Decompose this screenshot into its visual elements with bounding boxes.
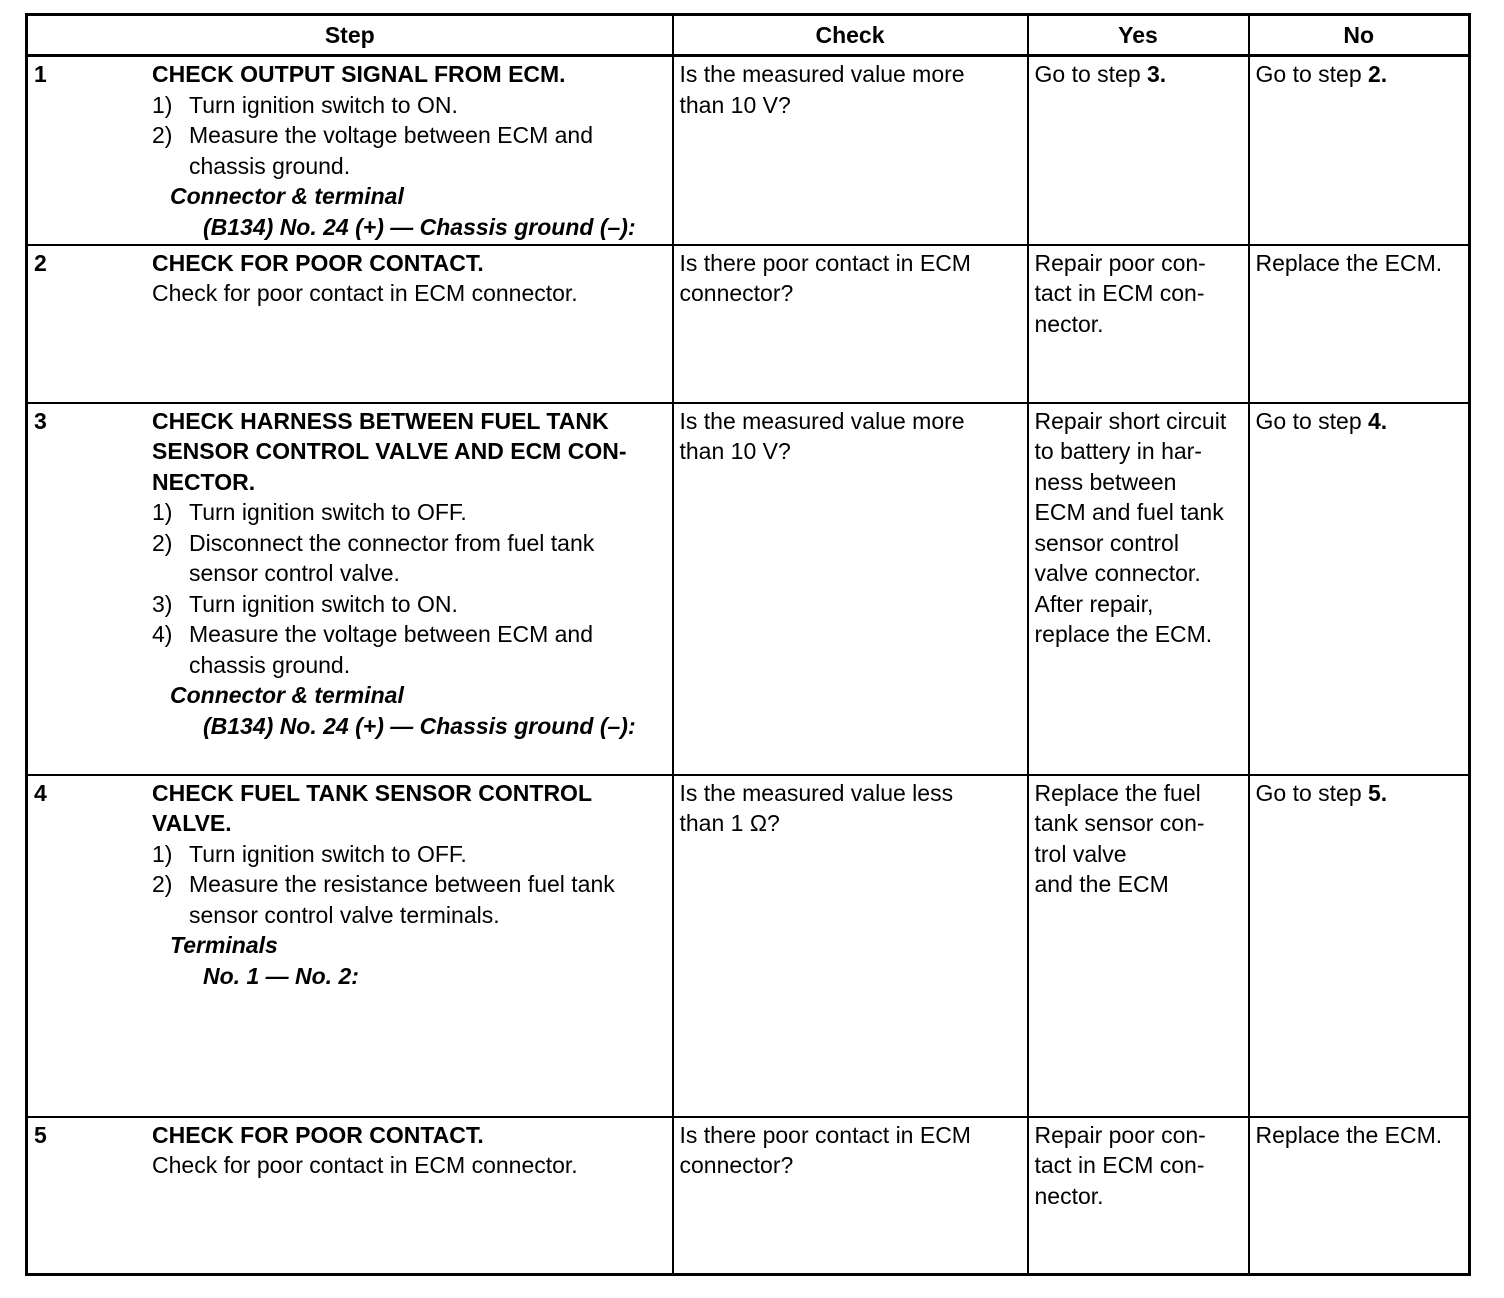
check-cell: Is there poor contact in ECM connector? [673, 245, 1028, 403]
no-cell: Replace the ECM. [1249, 245, 1470, 403]
table-row-step-1 [27, 56, 1470, 245]
step-cell [27, 56, 673, 245]
step-number: 4 [34, 779, 47, 806]
procedure-item: 3) Turn ignition switch to ON. [152, 590, 458, 617]
yes-cell: Replace the fuel tank sensor con- trol valve and the ECM [1028, 775, 1249, 1117]
header-yes: Yes [1028, 15, 1249, 56]
procedure-item: 1) Turn ignition switch to OFF. [152, 840, 467, 867]
connector-label: Connector & terminal [170, 682, 404, 708]
check-cell: Is the measured value less than 1 Ω? [673, 775, 1028, 1117]
terminals-label: Terminals [170, 932, 278, 958]
diagnostic-table [25, 13, 1471, 1276]
step-text: Check for poor contact in ECM connector. [152, 1152, 578, 1178]
no-cell: Replace the ECM. [1249, 1117, 1470, 1275]
table-row-step-5 [27, 1117, 1470, 1275]
header-check: Check [673, 15, 1028, 56]
connector-value: (B134) No. 24 (+) — Chassis ground (–): [203, 712, 636, 739]
step-title: CHECK FOR POOR CONTACT. [152, 249, 484, 276]
procedure-item: 1) Turn ignition switch to OFF. [152, 499, 467, 525]
no-cell: Go to step 5. [1249, 775, 1470, 1117]
no-cell: Go to step 4. [1249, 403, 1470, 775]
yes-cell: Go to step 3. [1028, 56, 1249, 245]
step-number: 2 [34, 249, 47, 276]
check-cell: Is the measured value more than 10 V? [673, 56, 1028, 245]
step-title: CHECK FOR POOR CONTACT. [152, 1121, 484, 1148]
step-number: 1 [34, 61, 47, 87]
step-cell [27, 775, 673, 1117]
terminals-value: No. 1 — No. 2: [203, 962, 359, 989]
procedure-item: 2) Disconnect the connector from fuel tank sensor control valve. [152, 529, 595, 586]
yes-cell: Repair poor con- tact in ECM con- nector. [1028, 1117, 1249, 1275]
step-cell [27, 403, 673, 775]
table-row-step-3 [27, 403, 1470, 775]
connector-value: (B134) No. 24 (+) — Chassis ground (–): [203, 213, 636, 240]
connector-label: Connector & terminal [170, 183, 404, 209]
check-cell: Is the measured value more than 10 V? [673, 403, 1028, 775]
table-row-step-4 [27, 775, 1470, 1117]
step-number: 5 [34, 1121, 47, 1148]
step-title: CHECK HARNESS BETWEEN FUEL TANK SENSOR CONTROL VALVE AND ECM CON- NECTOR. [152, 407, 627, 495]
step-title: CHECK FUEL TANK SENSOR CONTROL VALVE. [152, 779, 592, 836]
no-cell: Go to step 2. [1249, 56, 1470, 245]
step-title: CHECK OUTPUT SIGNAL FROM ECM. [152, 61, 566, 87]
header-row [27, 15, 1470, 56]
procedure-item: 2) Measure the resistance between fuel tank sensor control valve terminals. [152, 871, 615, 928]
yes-cell: Repair poor con- tact in ECM con- nector. [1028, 245, 1249, 403]
step-cell [27, 1117, 673, 1275]
procedure-item: 4) Measure the voltage between ECM and chassis ground. [152, 621, 594, 678]
step-text: Check for poor contact in ECM connector. [152, 280, 578, 306]
yes-cell: Repair short circuit to battery in har- ness between ECM and fuel tank sensor control valve connector. After repair, replace the ECM. [1028, 403, 1249, 775]
procedure-item: 1) Turn ignition switch to ON. [152, 91, 458, 118]
step-cell [27, 245, 673, 403]
check-cell: Is there poor contact in ECM connector? [673, 1117, 1028, 1275]
header-step: Step [27, 15, 673, 56]
header-no: No [1249, 15, 1470, 56]
step-number: 3 [34, 407, 47, 434]
procedure-item: 2) Measure the voltage between ECM and chassis ground. [152, 122, 594, 179]
table-row-step-2 [27, 245, 1470, 403]
